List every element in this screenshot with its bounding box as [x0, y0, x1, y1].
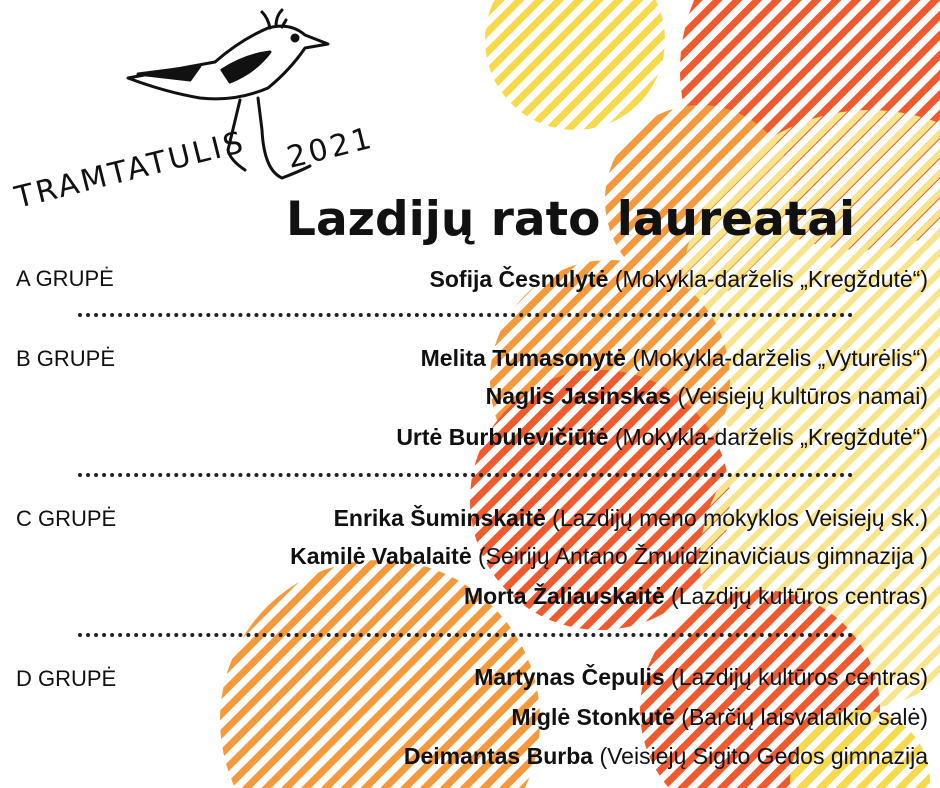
- laureate-name: Melita Tumasonytė: [420, 345, 626, 371]
- laureate-entry: [464, 583, 928, 610]
- group-label-d: D GRUPĖ: [16, 666, 117, 691]
- laureate-entry: [474, 664, 928, 691]
- laureate-entry: [421, 345, 928, 372]
- laureate-org: (Veisiejų kultūros namai): [677, 383, 928, 409]
- laureate-org: (Mokykla-darželis „Vyturėlis“): [632, 345, 928, 371]
- laureate-name: Deimantas Burba: [403, 743, 594, 769]
- group-label-c: C GRUPĖ: [16, 506, 117, 531]
- laureate-org: (Lazdijų kultūros centras): [671, 583, 928, 609]
- laureate-entry: [290, 543, 928, 570]
- laureate-name: Kamilė Vabalaitė: [290, 543, 472, 569]
- laureate-org: (Mokykla-darželis „Kregždutė“): [614, 424, 928, 450]
- page-title: Lazdijų rato laureatai: [286, 192, 856, 247]
- laureate-name: Morta Žaliauskaitė: [463, 583, 665, 609]
- laureate-entry: [396, 424, 928, 451]
- dotted-separator: [78, 473, 853, 477]
- dotted-separator: [78, 313, 853, 317]
- laureate-org: (Veisiejų Sigito Gedos gimnazija: [599, 743, 928, 769]
- logo-word: TRAMTATULIS: [11, 124, 250, 216]
- laureate-entry: [486, 383, 928, 410]
- laureate-name: Naglis Jasinskas: [485, 383, 672, 409]
- laureate-name: Urtė Burbulevičiūtė: [396, 424, 609, 450]
- laureate-org: (Lazdijų kultūros centras): [671, 664, 928, 690]
- group-label-b: B GRUPĖ: [16, 346, 116, 371]
- laureate-org: (Lazdijų meno mokyklos Veisiejų sk.): [552, 505, 928, 531]
- laureate-entry: [404, 743, 928, 770]
- dotted-separator: [78, 633, 853, 637]
- group-label-a: A GRUPĖ: [16, 266, 114, 291]
- laureate-name: Enrika Šuminskaitė: [333, 505, 546, 531]
- laureate-org: (Seirijų Antano Žmuidzinavičiaus gimnazija ): [478, 543, 928, 569]
- laureate-entry: [511, 704, 928, 731]
- laureate-org: (Barčių laisvalaikio salė): [681, 704, 928, 730]
- logo-year: 2021: [283, 120, 378, 176]
- laureate-name: Martynas Čepulis: [474, 664, 665, 690]
- laureate-entry: [430, 266, 928, 293]
- laureate-entry: [334, 505, 928, 532]
- laureate-name: Miglė Stonkutė: [511, 704, 675, 730]
- laureate-org: (Mokykla-darželis „Kregždutė“): [614, 266, 928, 292]
- laureate-name: Sofija Česnulytė: [429, 266, 609, 292]
